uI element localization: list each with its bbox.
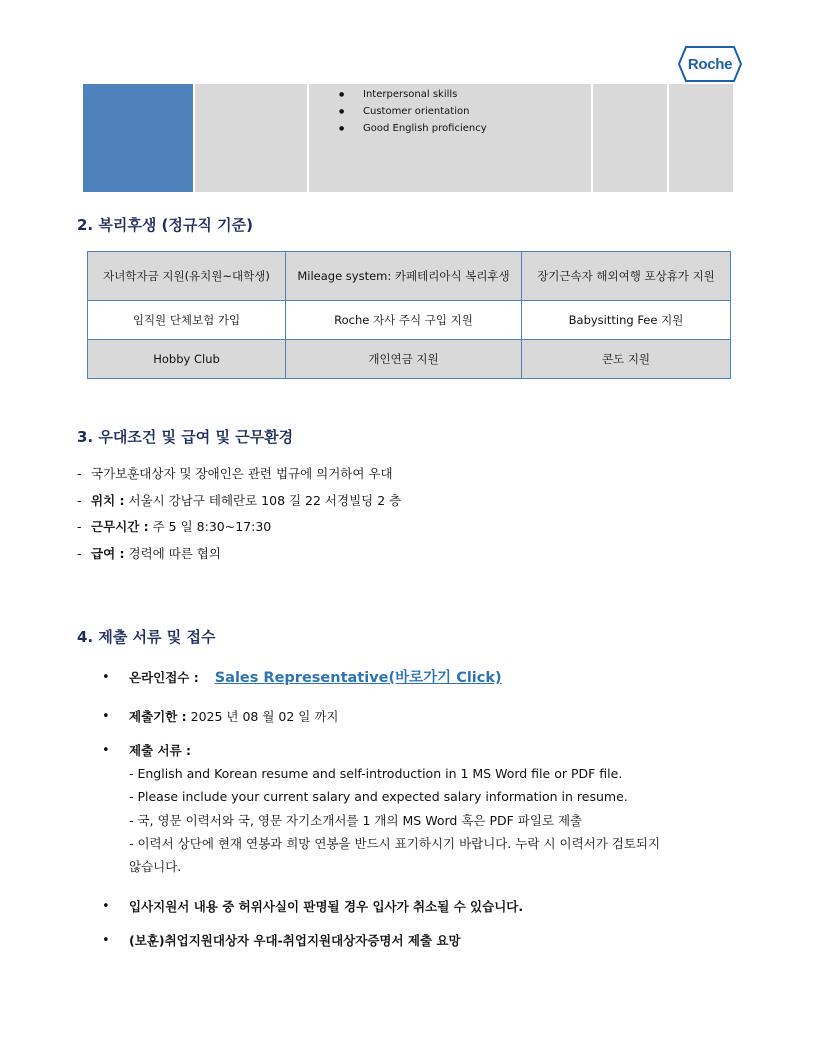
docs-line: - 이력서 상단에 현재 연봉과 희망 연봉을 반드시 표기하시기 바랍니다. 누락 시 이력서가 검토되지 — [129, 835, 661, 851]
logo-text: Roche — [687, 55, 733, 73]
table-cell: 개인연금 지원 — [286, 340, 522, 379]
list-item: ● Customer orientation — [363, 103, 591, 120]
deadline-label: 제출기한 : — [129, 709, 187, 724]
item-text: 국가보훈대상자 및 장애인은 관련 법규에 의거하여 우대 — [91, 466, 393, 481]
section-title-benefits: 2. 복리후생 (정규직 기준) — [77, 216, 253, 234]
conditions-list — [77, 461, 401, 567]
table-cell — [669, 84, 733, 192]
table-row — [88, 252, 731, 301]
item-label: 위치 : — [91, 492, 125, 508]
deadline-value: 2025 년 08 월 02 일 까지 — [186, 709, 339, 724]
table-cell: 콘도 지원 — [522, 340, 731, 379]
table-cell: Roche 자사 주식 구입 지원 — [286, 301, 522, 340]
submission-list — [102, 664, 742, 960]
table-header-cell — [83, 84, 195, 192]
item-text: 경력에 따른 협의 — [124, 545, 221, 561]
item-label: 급여 : — [91, 545, 125, 561]
item-text: 주 5 일 8:30~17:30 — [148, 519, 272, 534]
docs-line: - English and Korean resume and self-introduction in 1 MS Word file or PDF file. — [129, 766, 623, 781]
list-item: • 제출기한 : 2025 년 08 월 02 일 까지 — [102, 709, 339, 724]
item-text: 서울시 강남구 테헤란로 108 길 22 서경빌딩 2 층 — [124, 492, 402, 508]
online-label: 온라인접수 : — [129, 670, 199, 685]
list-item: - 국가보훈대상자 및 장애인은 관련 법규에 의거하여 우대 — [77, 466, 393, 481]
table-cell: 임직원 단체보험 가입 — [88, 301, 286, 340]
list-item: • 제출 서류 : - English and Korean resume and self-introduction in 1 MS Word file or PDF file. - Please include your current salary and expected salary information in resume. - 국, 영문 이력서와 국, 영문 자기소개서를 1 개의 MS Word 혹은 PDF 파일로 제출 - 이력서 상단에 현재 연봉과 희망 연봉을 반드시 표기하시기 바랍니다. 누락 시 이력서가 검토되지 않습니다. — [102, 740, 742, 896]
table-row — [88, 301, 731, 340]
table-cell: Babysitting Fee 지원 — [522, 301, 731, 340]
skills-list — [309, 84, 591, 137]
table-cell: 자녀학자금 지원(유치원~대학생) — [88, 252, 286, 301]
section-title-submission: 4. 제출 서류 및 접수 — [77, 628, 216, 646]
docs-line: - 국, 영문 이력서와 국, 영문 자기소개서를 1 개의 MS Word 혹은 PDF 파일로 제출 — [129, 812, 583, 828]
apply-link[interactable]: Sales Representative(바로가기 Click) — [214, 670, 502, 686]
list-item: ● Good English proficiency — [363, 120, 591, 137]
list-item: • 입사지원서 내용 중 허위사실이 판명될 경우 입사가 취소될 수 있습니다. — [102, 899, 524, 914]
roche-logo — [678, 46, 742, 82]
docs-line: 않습니다. — [129, 859, 182, 875]
skills-cell — [309, 84, 593, 192]
list-item: - 위치 : 서울시 강남구 테헤란로 108 길 22 서경빌딩 2 층 — [77, 492, 402, 508]
notice-veterans: (보훈)취업지원대상자 우대-취업지원대상자증명서 제출 요망 — [129, 933, 461, 948]
list-item: - 급여 : 경력에 따른 협의 — [77, 545, 221, 561]
docs-details — [129, 762, 742, 878]
section-title-conditions: 3. 우대조건 및 급여 및 근무환경 — [77, 428, 294, 446]
table-cell: 장기근속자 해외여행 포상휴가 지원 — [522, 252, 731, 301]
docs-label: 제출 서류 : — [129, 743, 192, 758]
table-cell: Mileage system: 카페테리아식 복리후생 — [286, 252, 522, 301]
notice-false-info: 입사지원서 내용 중 허위사실이 판명될 경우 입사가 취소될 수 있습니다. — [129, 899, 524, 914]
list-item: ● Interpersonal skills — [363, 86, 591, 103]
table-cell — [195, 84, 309, 192]
item-label: 근무시간 : — [91, 519, 149, 534]
benefits-table — [87, 251, 731, 379]
requirements-table-continued — [83, 84, 733, 192]
table-cell — [593, 84, 669, 192]
table-cell: Hobby Club — [88, 340, 286, 379]
table-row — [88, 340, 731, 379]
docs-line: - Please include your current salary and expected salary information in resume. — [129, 789, 628, 805]
list-item: • 온라인접수 : Sales Representative(바로가기 Click) — [102, 670, 502, 686]
list-item: • (보훈)취업지원대상자 우대-취업지원대상자증명서 제출 요망 — [102, 933, 461, 948]
list-item: - 근무시간 : 주 5 일 8:30~17:30 — [77, 519, 272, 534]
